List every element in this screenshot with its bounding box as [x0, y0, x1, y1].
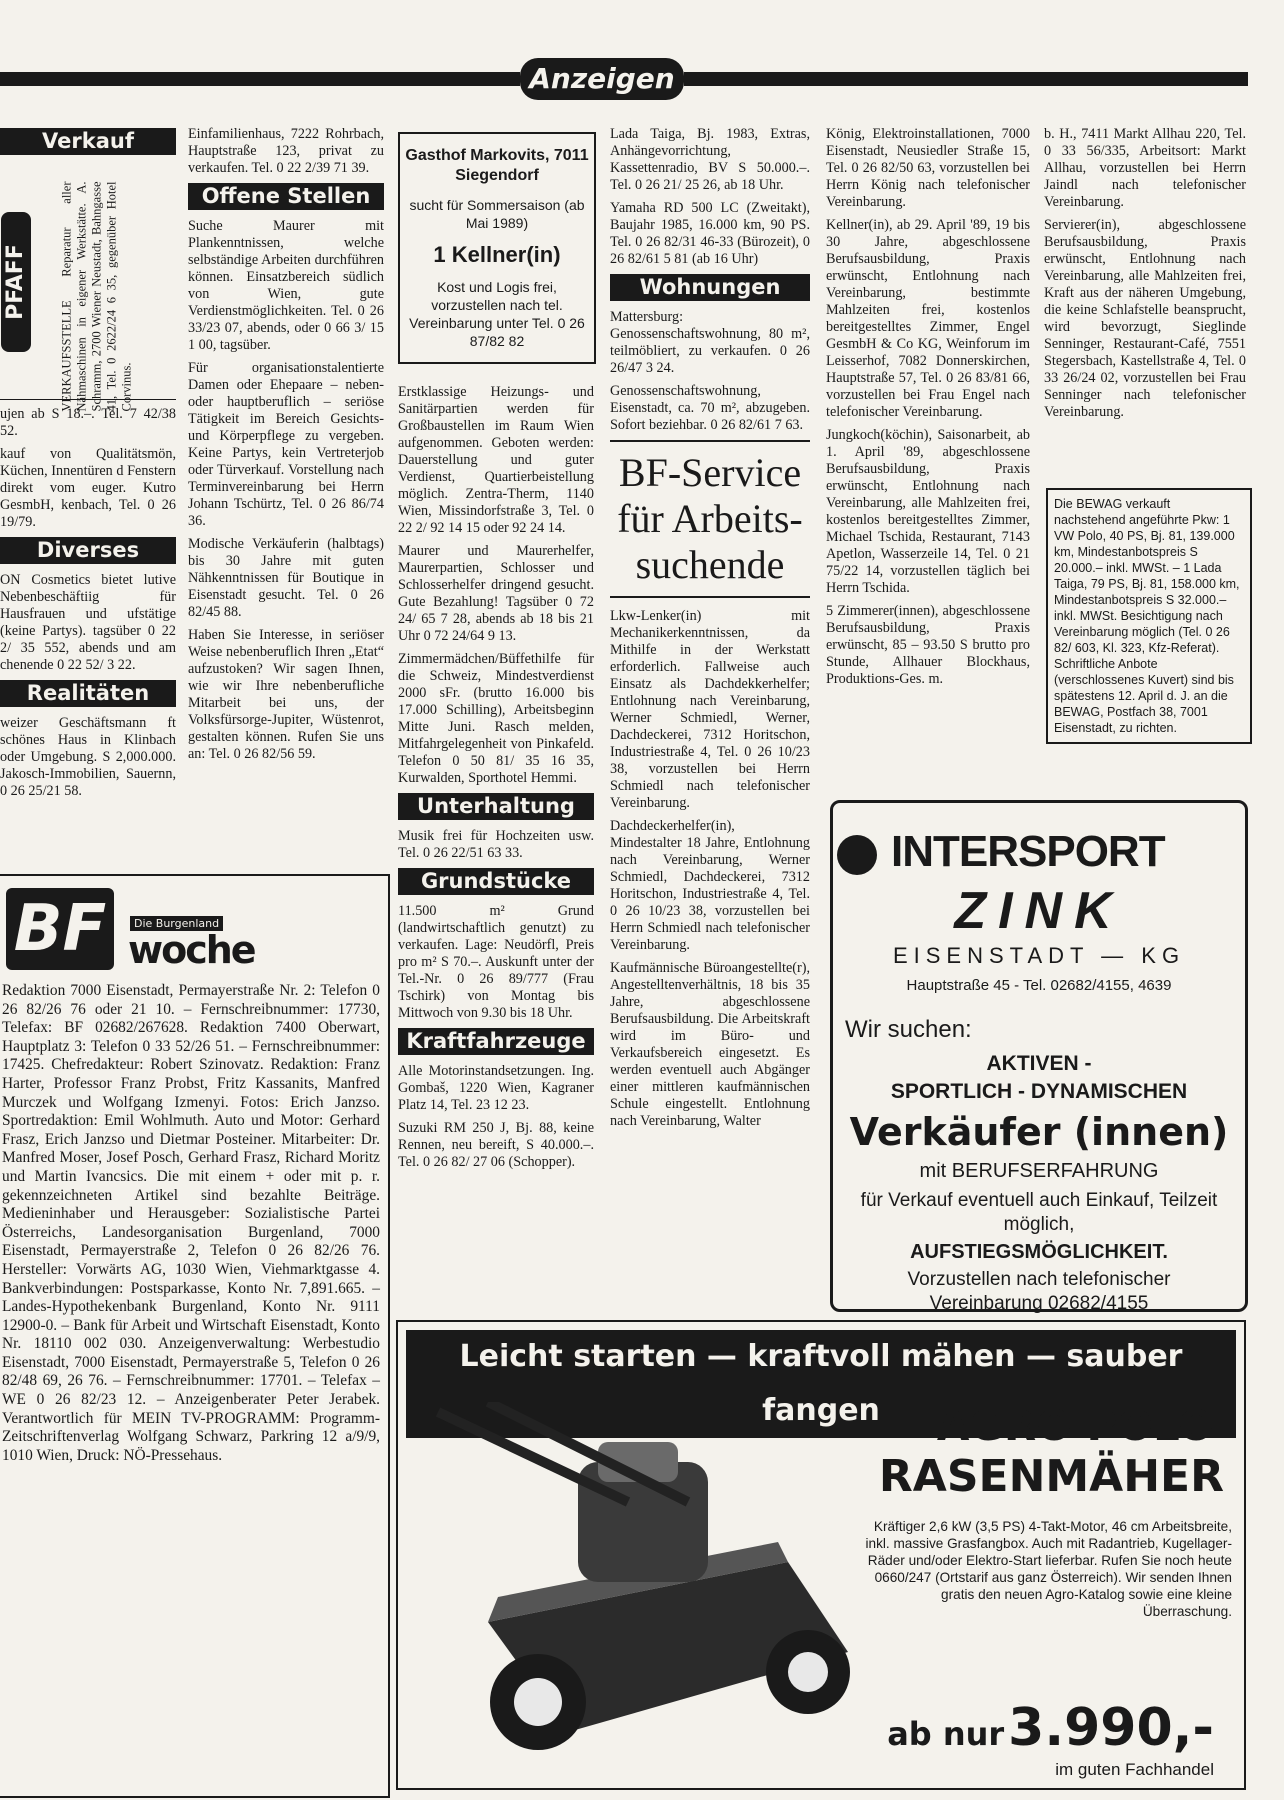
heading-wohnungen: Wohnungen [610, 274, 810, 301]
column-1 [0, 126, 176, 806]
intersport-aktiven: AKTIVEN - [986, 1052, 1092, 1075]
intersport-sportlich: SPORTLICH - DYNAMISCHEN [890, 1080, 1188, 1103]
ad-heizung: Erstklassige Heizungs- und Sanitärpartien werden für Großbaustellen im Raum Wien aufgenommen. Geboten werden: Dauerstellung und guter Verdienst, Quartierbeistellung möglich. Zentra-Therm, 1140 Wien, Missindorfstraße 3, Tel. 0 22 2/ 92 14 15 oder 92 24 14. [398, 384, 594, 536]
intersport-city: EISENSTADT — KG [892, 943, 1186, 968]
gasthof-ad [398, 132, 596, 364]
ad-kellner: Kellner(in), ab 29. April '89, 19 bis 30 Jahre, abgeschlossene Berufsausbildung, Praxis erwünscht, Entlohnung nach Vereinbarung, bestimmte Mahlzeiten frei, kostenlos bereitgestelltes Zimmer, Engel GesmbH & Co KG, Weinforum im Leisserhof, 7082 Donnerskirchen, Hauptstraße 57, Tel. 0 26 83/81 66, vorzustellen bei Frau Engel nach telefonischer Vereinbarung. [826, 217, 1030, 420]
ad-allhau: b. H., 7411 Markt Allhau 220, Tel. 0 33 56/335, Arbeitsort: Markt Allhau, vorzustellen bei Herrn Jaindl nach telefonischer Vereinbarung. [1044, 126, 1246, 210]
intersport-zink: ZINK [954, 882, 1124, 940]
heading-verkauf: Verkauf [0, 128, 176, 155]
agro-price-prefix: ab nur [887, 1715, 1005, 1753]
ad-suzuki: Suzuki RM 250 J, Bj. 88, keine Rennen, neu bereift, S 40.000.–. Tel. 0 26 82/ 27 06 (Schopper). [398, 1120, 594, 1170]
ad-koenig: König, Elektroinstallationen, 7000 Eisenstadt, Neusiedler Straße 15, Tel. 0 26 82/50 63, vorzustellen bei Herrn König nach telefonischer Vereinbarung. [826, 126, 1030, 210]
intersport-address: Hauptstraße 45 - Tel. 02682/4155, 4639 [906, 977, 1172, 994]
impressum-text: Redaktion 7000 Eisenstadt, Permayerstraße Nr. 2: Telefon 0 26 82/26 76 oder 21 10. – Fernschreibnummer: 17730, Telefax: BF 02682/267628. Redaktion 7400 Oberwart, Hauptplatz 3: Telefon 0 33 52/26 51. – Fernschreibnummer: 17425. Chefredakteur: Robert Szinovatz. Redaktion: Franz Harter, Professor Franz Probst, Fritz Kassanits, Manfred Murczek und Wolfgang Izmenyi. Fotos: Erich Janzso. Sportredaktion: Emil Wohlmuth. Auto und Motor: Gerhard Frasz, Erich Janzso und Dietmar Posteiner. Mitarbeiter: Dr. Manfred Moser, Josef Posch, Gerhard Frasz, Richard Moritz und Martin Ivancsics. Die mit einem + oder mit p. r. gekennzeichneten Artikel sind bezahlte Beiträge. Medieninhaber und Herausgeber: Sozialistische Partei Österreichs, Landesorganisation Burgenland, 7000 Eisenstadt, Permayerstraße 2, Telefon 0 26 82/26 76. Hersteller: Vorwärts AG, 1030 Wien, Viehmarktgasse 4. Bankverbindungen: Postsparkasse, Konto Nr. 7,891.665. – Landes-Hypothekenbank Burgenland, Konto Nr. 9111 12900-0. – Bank für Arbeit und Wirtschaft Eisenstadt, Konto Nr. 18110 002 030. Anzeigenverwaltung: Werbestudio Eisenstadt, 7000 Eisenstadt, Permayerstraße 5, Telefon 0 26 82/48 69, 26 76. – Fernschreibnummer: 17701. – Telefax – WE 0 26 82/23 12. – Anzeigenberater Peter Jerabek. Verantwortlich für MEIN TV-PROGRAMM: Programm-Zeitschriftenverlag Wolfgang Schwarz, Parkring 12 a/9/9, 1010 Wien, Druck: NÖ-Pressehaus. [2, 982, 380, 1464]
intersport-wir-suchen: Wir suchen: [845, 1016, 972, 1043]
heading-diverses: Diverses [0, 537, 176, 564]
heading-realitaeten: Realitäten [0, 680, 176, 707]
impressum-box [0, 874, 390, 1798]
section-masthead: Anzeigen [520, 58, 684, 100]
ad-verkaeuferin: Modische Verkäuferin (halbtags) bis 30 Jahre mit guten Nähkenntnissen für Boutique in Eisenstadt gesucht. Tel. 0 26 82/45 88. [188, 536, 384, 620]
heading-offene-stellen: Offene Stellen [188, 183, 384, 210]
heading-unterhaltung: Unterhaltung [398, 793, 594, 820]
ad-grund: 11.500 m² Grund (landwirtschaftlich genutzt) zu verkaufen. Lage: Neudörfl, Preis pro m² S 70.–. Auskunft unter der Tel.-Nr. 0 26 89/777 (Frau Tschirk) von Montag bis Mittwoch von 9.30 bis 18 Uhr. [398, 903, 594, 1021]
woche-title: woche [128, 928, 255, 972]
intersport-aufstieg: AUFSTIEGSMÖGLICHKEIT. [910, 1241, 1168, 1263]
column-6 [1044, 126, 1246, 427]
intersport-logo [833, 821, 1245, 891]
agro-title-1: AGRO POLO [936, 1401, 1214, 1450]
lawnmower-image [428, 1402, 868, 1772]
ad-einfamilienhaus: Einfamilienhaus, 7222 Rohrbach, Hauptstraße 123, privat zu verkaufen. Tel. 0 22 2/39 71 39. [188, 126, 384, 176]
agro-banner: Leicht starten — kraftvoll mähen — sauber fangen [406, 1330, 1236, 1438]
ad-col1-3: ON Cosmetics bietet lutive Nebenbeschäftiig für Hausfrauen und ufstätige (keine Partys). tagsüber 0 22 2/ 35 552, abends und am chenende 0 22 52/ 3 22. [0, 572, 176, 673]
pfaff-ad [0, 163, 176, 412]
intersport-verkaeufer: Verkäufer (innen) [849, 1110, 1229, 1154]
intersport-ad [830, 800, 1248, 1312]
gasthof-subtitle: sucht für Sommersaison (ab Mai 1989) [409, 197, 585, 231]
top-rule-left [0, 72, 520, 86]
intersport-swoosh-icon [837, 835, 877, 875]
column-5 [826, 126, 1030, 694]
ad-motorinstandsetzung: Alle Motorinstandsetzungen. Ing. Gombaš, 1220 Wien, Kagraner Platz 14, Tel. 23 12 23. [398, 1063, 594, 1113]
ad-organisation: Für organisationstalentierte Damen oder Ehepaare – neben- oder hauptberuflich – seriöse Tätigkeit im Bereich Gesichts- und Körperpflege zu vergeben. Keine Partys, kein Vertreterjob oder Türverkauf. Vorstellung nach Terminvereinbarung bei Herrn Johann Tschürtz, Tel. 0 26 86/74 36. [188, 360, 384, 529]
column-4 [610, 126, 810, 1136]
ad-buero: Kaufmännische Büroangestellte(r), Angestelltenverhältnis, 18 bis 35 Jahre, abgeschlossene Berufsausbildung. Die Arbeitskraft wird im Büro- und Verkaufsbereich eingesetzt. Es werden eventuell auch Abgänger einer mittleren kaufmännischen Schule eingestellt. Entlohnung nach Vereinbarung, Walter [610, 960, 810, 1129]
ad-maurerhelfer: Maurer und Maurerhelfer, Maurerpartien, Schlosser und Schlosserhelfer dringend gesucht. Gute Bezahlung! Tagsüber 0 72 24/ 65 7 28, abends ab 18 bis 21 Uhr 0 72 24/64 9 13. [398, 543, 594, 644]
pfaff-text: VERKAUFSSTELLE Reparatur aller Nähmaschinen in eigener Werkstätte. A. Schramm, 2700 Wiener Neustadt, Bahngasse 41, Tel. 0 2622/24 6 35, gegenüber Hotel Corvinus. [59, 181, 134, 412]
intersport-brand: INTERSPORT [891, 827, 1165, 876]
ad-yamaha: Yamaha RD 500 LC (Zweitakt), Baujahr 1985, 16.000 km, 90 PS. Tel. 0 26 82/31 46-33 (Bürozeit), 0 26 82/61 5 81 (ab 16 Uhr) [610, 200, 810, 267]
ad-maurer: Suche Maurer mit Plankenntnissen, welche selbständige Arbeiten durchführen können. Einsatzbereich südlich von Wien, gute Verdienstmöglichkeiten. Tel. 0 26 33/23 07, abends, oder 0 66 3/ 15 1 00, tagsüber. [188, 218, 384, 353]
woche-small: Die Burgenland [130, 916, 223, 931]
intersport-vorzustellen: Vorzustellen nach telefonischer Vereinbarung 02682/4155 [907, 1269, 1171, 1314]
ad-zimmerer: 5 Zimmerer(innen), abgeschlossene Berufsausbildung, Praxis erwünscht, 85 – 93.50 S brutto pro Stunde, Allhauer Blockhaus, Produktions-Ges. m. [826, 603, 1030, 687]
ad-musik: Musik frei für Hochzeiten usw. Tel. 0 26 22/51 63 33. [398, 828, 594, 861]
bf-logo-block [0, 876, 388, 982]
intersport-berufserfahrung: mit BERUFSERFAHRUNG [919, 1160, 1159, 1182]
gasthof-position: 1 Kellner(in) [433, 242, 561, 267]
ad-col1-4: weizer Geschäftsmann ft schönes Haus in Klinbach oder Umgebung. S 2,000.000. Jakosch-Immobilien, Sauernn, 0 26 25/21 58. [0, 715, 176, 799]
bf-logo: BF [6, 888, 114, 970]
heading-grundstuecke: Grundstücke [398, 868, 594, 895]
gasthof-text: Kost und Logis frei, vorzustellen nach tel. Vereinbarung unter Tel. 0 26 87/82 82 [409, 279, 585, 349]
agro-footer: im guten Fachhandel [1055, 1760, 1214, 1779]
column-2 [188, 126, 384, 769]
ad-dachdecker: Dachdeckerhelfer(in), Mindestalter 18 Jahre, Entlohnung nach Vereinbarung, Werner Schmiedl, Dachdeckerei, 7312 Horitschon, Industriestraße 4, Tel. 0 26 10/23 38, vorzustellen bei Herrn Schmiedl nach telefonischer Vereinbarung. [610, 818, 810, 953]
ad-col1-2: kauf von Qualitätsmön, Küchen, Innentüren d Fenstern direkt vom euger. Kutro GesmbH, kenbach, Tel. 0 26 19/79. [0, 446, 176, 530]
ad-interesse: Haben Sie Interesse, in seriöser Weise nebenberuflich Ihren „Etat“ aufzustoken? Wir sagen Ihnen, wie wir Ihre nebenberufliche Mitarbeit bei uns, der Volksfürsorge-Jupiter, Wüstenrot, gestalten können. Rufen Sie uns an: Tel. 0 26 82/56 59. [188, 627, 384, 762]
bf-service-heading: BF-Service für Arbeits-suchende [610, 440, 810, 598]
ad-lkw-lenker: Lkw-Lenker(in) mit Mechanikerkenntnissen, da Mithilfe in der Werkstatt erforderlich. Fallweise auch Einsatz als Dachdekkerhelfer; Entlohnung nach Vereinbarung, Werner Schmiedl, Werner, Dachdeckerei, 7312 Horitschon, Industriestraße 4, Tel. 0 26 10/23 38, vorzustellen bei Herrn Schmiedl nach telefonischer Vereinbarung. [610, 608, 810, 811]
ad-lada: Lada Taiga, Bj. 1983, Extras, Anhängevorrichtung, Kassettenradio, BV S 50.000.–. Tel. 0 26 21/ 25 26, ab 18 Uhr. [610, 126, 810, 193]
agro-price: 3.990,- [1008, 1698, 1214, 1758]
agro-polo-ad [396, 1320, 1246, 1790]
ad-servierer: Servierer(in), abgeschlossene Berufsausbildung, Praxis erwünscht, Entlohnung nach Vereinbarung, alle Mahlzeiten frei, Kraft aus der näheren Umgebung, die keine Schlafstelle beansprucht, wird bevorzugt, Sieglinde Senninger, Restaurant-Café, 7551 Stegersbach, Kastellstraße 4, Tel. 0 33 26/24 02, vorzustellen bei Frau Senninger nach telefonischer Vereinbarung. [1044, 217, 1246, 420]
heading-kraftfahrzeuge: Kraftfahrzeuge [398, 1028, 594, 1055]
ad-zimmermaedchen: Zimmermädchen/Büffethilfe für die Schweiz, Mindestverdienst 2000 sFr. (brutto 16.000 bis 17.000 Schilling), Arbeitsbeginn Mitte Juni. Rasch melden, Mitfahrgelegenheit von Pinkafeld. Telefon 0 50 81/ 35 16 35, Kurwalden, Sporthotel Hemmi. [398, 651, 594, 786]
gasthof-title: Gasthof Markovits, 7011 Siegendorf [405, 147, 589, 184]
pfaff-logo: PFAFF [1, 212, 31, 352]
ad-jungkoch: Jungkoch(köchin), Saisonarbeit, ab 1. April '89, abgeschlossene Berufsausbildung, Praxis erwünscht, Entlohnung nach Vereinbarung, alle Mahlzeiten frei, kostenlos bereitgestelltes Zimmer, Michael Tschida, Restaurant, 7143 Apetlon, Wasserzeile 14, Tel. 0 21 75/22 14, vorzustellen täglich bei Herrn Tschida. [826, 427, 1030, 596]
intersport-verkauf: für Verkauf eventuell auch Einkauf, Teilzeit möglich, [860, 1190, 1218, 1235]
bewag-ad: Die BEWAG verkauft nachstehend angeführte Pkw: 1 VW Polo, 40 PS, Bj. 81, 139.000 km, Mindestanbotspreis S 20.000.– inkl. MWSt. – 1 Lada Taiga, 79 PS, Bj. 81, 158.000 km, Mindestanbotspreis S 32.000.– inkl. MWSt. Besichtigung nach Vereinbarung möglich (Tel. 0 26 82/ 603, Kl. 323, Kfz-Referat). Schriftliche Anbote (verschlossenes Kuvert) sind bis spätestens 12. April d. J. an die BEWAG, Postfach 38, 7001 Eisenstadt, zu richten. [1046, 488, 1252, 744]
agro-price-row [887, 1698, 1214, 1758]
ad-genossenschaft: Genossenschaftswohnung, Eisenstadt, ca. 70 m², abzugeben. Sofort beziehbar. 0 26 82/61 7 63. [610, 383, 810, 433]
agro-title-2: RASENMÄHER [878, 1451, 1224, 1502]
column-3 [398, 384, 594, 1177]
ad-mattersburg: Mattersburg: Genossenschaftswohnung, 80 m², teilmöbliert, zu verkaufen. 0 26 26/47 3 24. [610, 309, 810, 376]
top-rule-right [684, 72, 1248, 86]
lawnmower-icon [428, 1402, 868, 1772]
agro-text: Kräftiger 2,6 kW (3,5 PS) 4-Takt-Motor, 46 cm Arbeitsbreite, inkl. massive Grasfangbox. Auch mit Radantrieb, Kugellager-Räder und/oder Elektro-Start lieferbar. Rufen Sie noch heute 0660/247 (Ortstarif aus ganz Österreich). Wir senden Ihnen gratis den neuen Agro-Katalog sowie eine kleine Überraschung. [865, 1519, 1232, 1619]
ad-col1-1: ujen ab S 18.–. Tel. 7 42/38 52. [0, 406, 176, 439]
